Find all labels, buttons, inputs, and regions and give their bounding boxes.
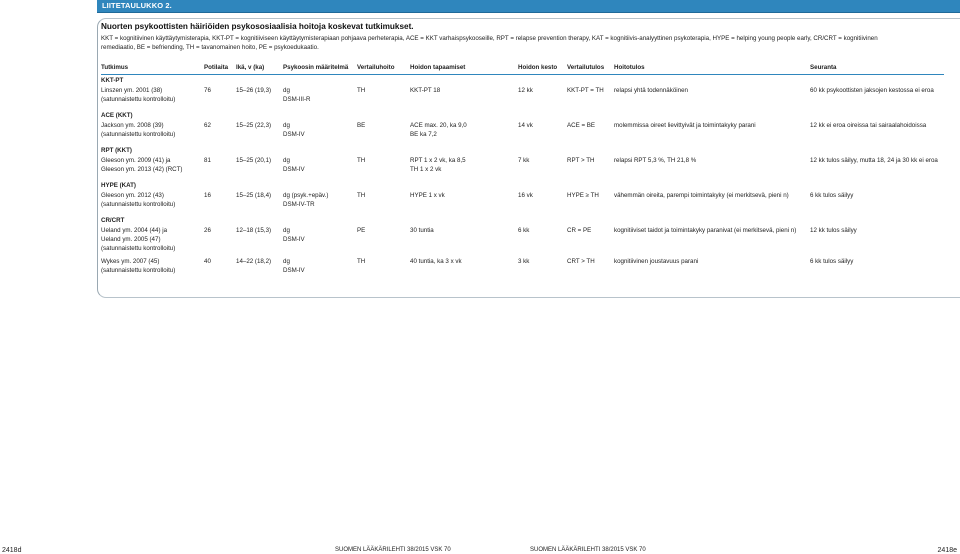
outcome-cell: molemmissa oireet lievittyivät ja toimintakyky parani [614,122,756,130]
definition-cell: dg [283,87,290,95]
definition-cell: DSM-IV [283,266,305,274]
sessions-cell: ACE max. 20, ka 9,0 [410,122,467,130]
journal-footer-right: SUOMEN LÄÄKÄRILEHTI 38/2015 VSK 70 [530,547,646,553]
page-number-right: 2418e [937,547,957,554]
study-cell: (satunnaistettu kontrolloitu) [101,96,176,104]
duration-cell: 3 kk [518,257,530,265]
sessions-cell: HYPE 1 x vk [410,192,445,200]
definition-cell: DSM-IV-TR [283,201,315,209]
definition-cell: dg [283,227,290,235]
comparison-result-cell: CR = PE [567,227,592,235]
header-definition: Psykoosin määritelmä [283,64,349,71]
age-cell: 15–25 (18,4) [236,192,272,200]
sessions-cell: KKT-PT 18 [410,87,441,95]
patients-cell: 26 [204,227,211,235]
definition-cell: dg [283,122,290,130]
appendix-label: LIITETAULUKKO 2. [102,1,172,10]
followup-cell: 6 kk tulos säilyy [810,257,854,265]
sessions-cell: 40 tuntia, ka 3 x vk [410,257,462,265]
header-duration: Hoidon kesto [518,64,558,71]
age-cell: 12–18 (15,3) [236,227,272,235]
sessions-cell: TH 1 x 2 vk [410,166,442,174]
group-label: KKT-PT [101,77,124,84]
duration-cell: 16 vk [518,192,533,200]
outcome-cell: relapsi RPT 5,3 %, TH 21,8 % [614,157,697,165]
header-rule [101,74,944,75]
definition-cell: DSM-IV [283,166,305,174]
group-label: CR/CRT [101,217,125,224]
definition-cell: dg [283,157,290,165]
comparison-result-cell: HYPE ≥ TH [567,192,599,200]
comparison-cell: TH [357,257,366,265]
study-cell: Gleeson ym. 2012 (43) [101,192,164,200]
study-cell: (satunnaistettu kontrolloitu) [101,245,176,253]
age-cell: 15–25 (20,1) [236,157,272,165]
age-cell: 15–25 (22,3) [236,122,272,130]
group-label: RPT (KKT) [101,147,132,154]
header-patients: Potilaita [204,64,229,71]
patients-cell: 76 [204,87,211,95]
followup-cell: 6 kk tulos säilyy [810,192,854,200]
page-number-left: 2418d [2,547,22,554]
patients-cell: 62 [204,122,211,130]
group-label: ACE (KKT) [101,112,133,119]
sessions-cell: RPT 1 x 2 vk, ka 8,5 [410,157,466,165]
definition-cell: dg (psyk.+epäv.) [283,192,329,200]
study-cell: Gleeson ym. 2013 (42) (RCT) [101,166,183,174]
study-cell: Jackson ym. 2008 (39) [101,122,164,130]
patients-cell: 40 [204,257,211,265]
header-sessions: Hoidon tapaamiset [410,64,466,71]
comparison-result-cell: ACE = BE [567,122,596,130]
appendix-banner [97,0,960,13]
header-outcome: Hoitotulos [614,64,645,71]
outcome-cell: vähemmän oireita, parempi toimintakyky (ei merkitsevä, pieni n) [614,192,789,200]
study-cell: (satunnaistettu kontrolloitu) [101,266,176,274]
comparison-cell: PE [357,227,366,235]
followup-cell: 60 kk psykoottisten jaksojen kestossa ei eroa [810,87,934,95]
comparison-result-cell: KKT-PT = TH [567,87,604,95]
comparison-cell: BE [357,122,366,130]
followup-cell: 12 kk ei eroa oireissa tai sairaalahoidoissa [810,122,927,130]
outcome-cell: relapsi yhtä todennäköinen [614,87,688,95]
comparison-result-cell: CRT > TH [567,257,595,265]
comparison-cell: TH [357,87,366,95]
sessions-cell: 30 tuntia [410,227,434,235]
definition-cell: DSM-IV [283,131,305,139]
duration-cell: 7 kk [518,157,530,165]
study-cell: Ueland ym. 2004 (44) ja [101,227,168,235]
header-followup: Seuranta [810,64,837,71]
age-cell: 14–22 (18,2) [236,257,272,265]
patients-cell: 16 [204,192,211,200]
header-comparison: Vertailuhoito [357,64,395,71]
definition-cell: dg [283,257,290,265]
followup-cell: 12 kk tulos säilyy, mutta 18, 24 ja 30 kk ei eroa [810,157,938,165]
study-cell: Gleeson ym. 2009 (41) ja [101,157,171,165]
abbreviations-note: KKT = kognitiivinen käyttäytymisterapia, KKT-PT = kognitiiviseen käyttäytymisterapiaan pohjaava perheterapia, ACE = KKT varhaispsykooseille, RPT = relapse prevention therapy, KAT = kognitiivis-analyyttinen psykoterapia, HYPE = helping young people early, CR/CRT = kognitiivinen remediaatio, BE = befriending, TH = tavanomainen hoito, PE = psykoedukaatio. [101,35,878,52]
definition-cell: DSM-IV [283,236,305,244]
duration-cell: 14 vk [518,122,533,130]
study-cell: Wykes ym. 2007 (45) [101,257,160,265]
study-cell: Ueland ym. 2005 (47) [101,236,161,244]
duration-cell: 6 kk [518,227,530,235]
study-cell: (satunnaistettu kontrolloitu) [101,201,176,209]
study-cell: (satunnaistettu kontrolloitu) [101,131,176,139]
followup-cell: 12 kk tulos säilyy [810,227,857,235]
header-age: Ikä, v (ka) [236,64,265,71]
comparison-result-cell: RPT > TH [567,157,595,165]
sessions-cell: BE ka 7,2 [410,131,437,139]
patients-cell: 81 [204,157,211,165]
header-study: Tutkimus [101,64,129,71]
outcome-cell: kognitiivinen joustavuus parani [614,257,699,265]
study-cell: Linszen ym. 2001 (38) [101,87,163,95]
group-label: HYPE (KAT) [101,182,136,189]
definition-cell: DSM-III-R [283,96,311,104]
table-title: Nuorten psykoottisten häiriöiden psykososiaalisia hoitoja koskevat tutkimukset. [101,22,414,31]
age-cell: 15–26 (19,3) [236,87,272,95]
journal-footer-left: SUOMEN LÄÄKÄRILEHTI 38/2015 VSK 70 [335,547,451,553]
outcome-cell: kognitiiviset taidot ja toimintakyky paranivat (ei merkitsevä, pieni n) [614,227,797,235]
comparison-cell: TH [357,192,366,200]
header-comparison-result: Vertailutulos [567,64,605,71]
duration-cell: 12 kk [518,87,533,95]
comparison-cell: TH [357,157,366,165]
